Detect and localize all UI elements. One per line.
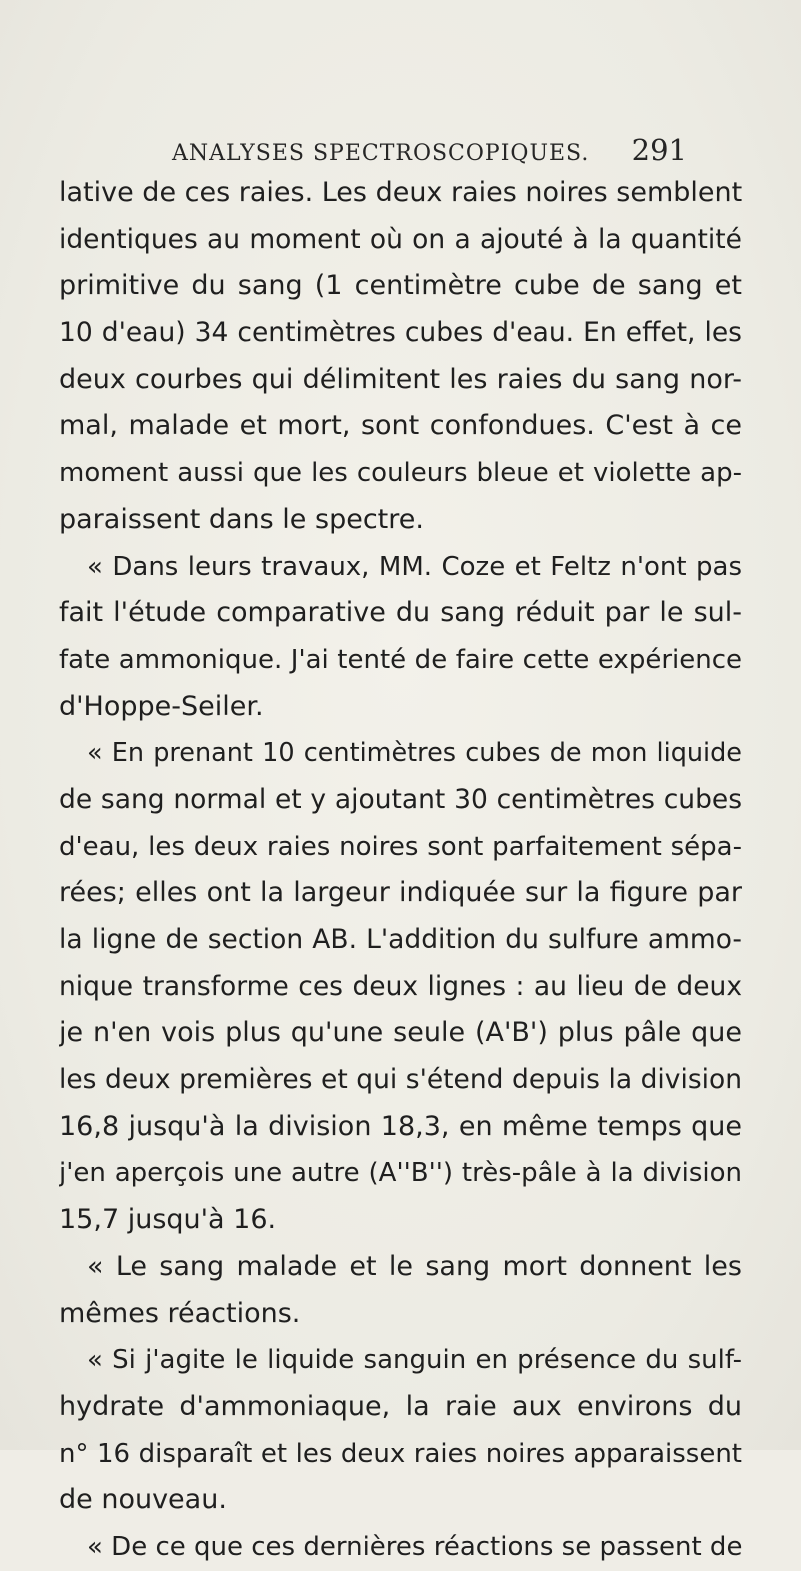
text-line: mêmes réactions.: [59, 1297, 301, 1329]
text-line: hydrate d'ammoniaque, la raie aux environs du: [59, 1390, 742, 1422]
text-line: 16,8 jusqu'à la division 18,3, en même temps que: [59, 1110, 742, 1142]
text-line: « Le sang malade et le sang mort donnent les: [87, 1250, 742, 1282]
text-line: « Si j'agite le liquide sanguin en présence du sulf-: [87, 1345, 742, 1376]
text-line: « En prenant 10 centimètres cubes de mon liquide: [87, 738, 742, 769]
running-title: ANALYSES SPECTROSCOPIQUES.: [172, 141, 590, 166]
text-line: paraissent dans le spectre.: [59, 503, 424, 535]
text-line: identiques au moment où on a ajouté à la quantité: [59, 223, 742, 255]
text-line: mal, malade et mort, sont confondues. C'est à ce: [59, 410, 742, 442]
text-line: nique transforme ces deux lignes : au lieu de deux: [59, 970, 742, 1002]
text-line: lative de ces raies. Les deux raies noires semblent: [59, 177, 742, 208]
body-text: [59, 170, 742, 1571]
page-number: 291: [631, 133, 687, 167]
text-line: deux courbes qui délimitent les raies du sang nor-: [59, 363, 742, 395]
text-line: « De ce que ces dernières réactions se passent de: [87, 1531, 742, 1562]
text-line: j'en aperçois une autre (A''B'') très-pâle à la division: [59, 1158, 742, 1189]
text-line: 15,7 jusqu'à 16.: [59, 1204, 277, 1236]
text-line: rées; elles ont la largeur indiquée sur la figure par: [59, 877, 742, 909]
text-line: d'eau, les deux raies noires sont parfaitement sépa-: [59, 831, 742, 862]
text-line: les deux premières et qui s'étend depuis la division: [59, 1064, 742, 1096]
text-line: primitive du sang (1 centimètre cube de sang et: [59, 270, 742, 302]
text-line: « Dans leurs travaux, MM. Coze et Feltz n'ont pas: [87, 551, 742, 582]
text-line: 10 d'eau) 34 centimètres cubes d'eau. En effet, les: [59, 317, 742, 349]
page-header: [172, 133, 687, 173]
text-line: fait l'étude comparative du sang réduit par le sul-: [59, 597, 742, 629]
text-line: d'Hoppe-Seiler.: [59, 690, 264, 722]
text-line: fate ammonique. J'ai tenté de faire cette expérience: [59, 644, 742, 675]
text-line: moment aussi que les couleurs bleue et violette ap-: [59, 458, 742, 489]
text-line: je n'en vois plus qu'une seule (A'B') plus pâle que: [59, 1017, 742, 1049]
text-line: n° 16 disparaît et les deux raies noires apparaissent: [59, 1438, 742, 1469]
text-line: la ligne de section AB. L'addition du sulfure ammo-: [59, 924, 742, 955]
text-line: de sang normal et y ajoutant 30 centimètres cubes: [59, 783, 742, 815]
text-line: de nouveau.: [59, 1484, 227, 1516]
